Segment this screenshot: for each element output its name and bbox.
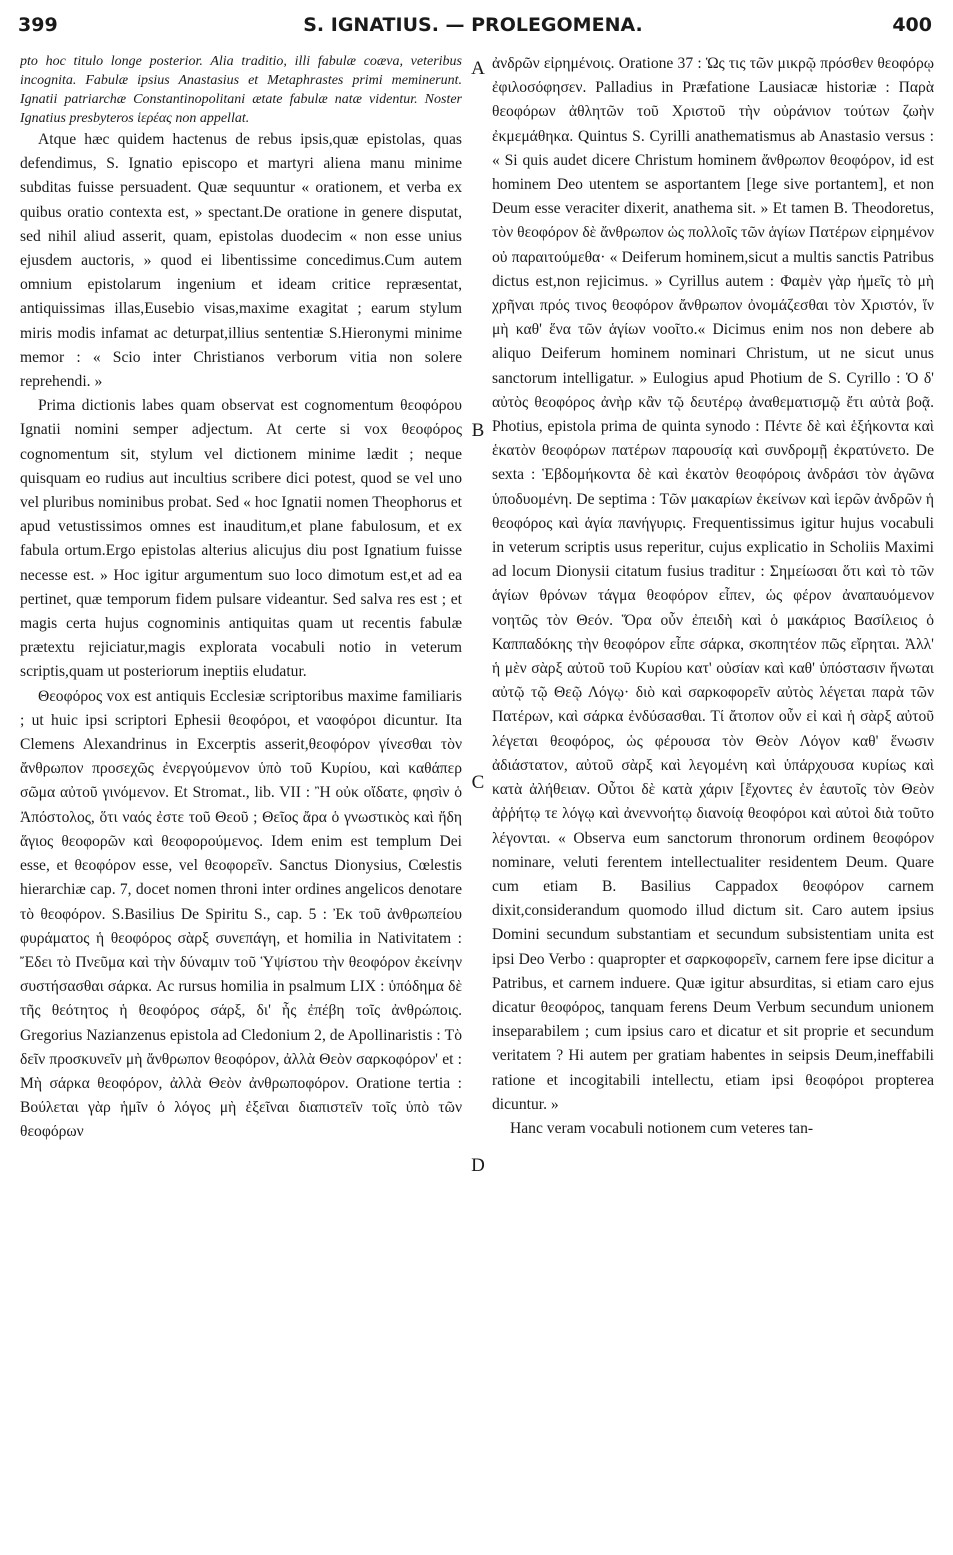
page-header (14, 14, 932, 44)
paragraph: Θεοφόρος vox est antiquis Ecclesiæ scriptoribus maxime familiaris ; ut huic ipsi scriptori Ephesii θεοφόροι, et ναοφόροι dicuntur. Ita Clemens Alexandrinus in Excerptis asserit,θεοφόρον γίνεσθαι τὸν ἄνθρωπον προσεχῶς ἐνεργούμενον ὑπὸ τοῦ Κυρίου, καὶ καθάπερ σῶμα αὐτοῦ γινόμενον. Et Stromat., lib. VII : Ἢ οὐκ οἴδατε, φησὶν ὁ Ἀπόστολος, ὅτι ναός ἐστε τοῦ Θεοῦ ; Θεῖος ἄρα ὁ γνωστικὸς καὶ ἤδη ἅγιος θεοφορῶν καὶ θεοφορούμενος. Idem enim est templum Dei esse, et θεοφόρον esse, vel θεοφορεῖν. Sanctus Dionysius, Cœlestis hierarchiæ cap. 7, docet nomen throni inter ordines angelicos denotare τὸ θεοφόρον. S.Basilius De Spiritu S., cap. 5 : Ἐκ τοῦ ἀνθρωπείου φυράματος ἡ θεοφόρος σὰρξ συνεπάγη, et homilia in Nativitatem : Ἔδει τὸ Πνεῦμα καὶ τὴν δύναμιν τοῦ Ὑψίστου τὴν θεοφόρον ἐκείνην συστήσασθαι σάρκα. Ac rursus homilia in psalmum LIX : ὑπόδημα δὲ τῆς θεότητος ἡ θεοφόρος σάρξ, δι' ἧς ἐπέβη τοῖς ἀνθρώποις. Gregorius Nazianzenus epistola ad Cledonium 2, de Apollinaristis : Τὸ δεῖν προσκυνεῖν μὴ ἄνθρωπον θεοφόρον, ἀλλὰ Θεὸν σαρκοφόρον' et : Μὴ σάρκα θεοφόρον, ἀλλὰ Θεὸν ἀνθρωποφόρον. Oratione tertia : Βούλεται γὰρ ἡμῖν ὁ λόγος μὴ ἐξεῖναι διαπιστεῖν τοῖς ὑπὸ τῶν θεοφόρων (20, 687, 462, 1141)
right-page-number: 400 (892, 14, 932, 36)
right-column (492, 52, 934, 1533)
margin-marker: D (471, 1155, 485, 1176)
margin-marker: A (471, 58, 485, 79)
paragraph: pto hoc titulo longe posterior. Alia traditio, illi fabulæ coæva, veteribus incognita. Fabulæ ipsius Anastasius et Metaphrastes primi meminerunt. Ignatii patriarchæ Constantinopolitani ætate fabulæ natæ videntur. Noster Ignatius presbyteros ἱερέας non appellat. (20, 54, 462, 126)
left-page-number: 399 (18, 14, 58, 36)
paragraph: Prima dictionis labes quam observat est cognomentum θεοφόρου Ignatii nomini semper adjectum. At certe si vox θεοφόρος cognomentum sit, stylum vel dictionem minime lædit ; neque quisquam eo rudius aut incultius scribere dici potest, quod se vel uno vel pluribus nominibus probat. Sed « hoc Ignatii nomen Theophorus et apud vetustissimos omnes est inauditum,et plane fabulosum, et ex fabula ortum.Ergo epistolas alterius alicujus diu post Ignatium fuisse necesse est. » Hoc igitur argumentum suo loco dimotum est,et ad ea pertinet, quæ temporum fidem pulsare videantur. Sed salva res est ; et magis certa hujus cognominis antiquitas quam ut recentis fabulæ prætextu rejiciatur,magis explorata vocabuli notio in veterum scriptis,quam ut posteriorum ineptiis eludatur. (20, 397, 462, 681)
paragraph: Hanc veram vocabuli notionem cum veteres tan- (510, 1119, 814, 1137)
running-title: S. IGNATIUS. — PROLEGOMENA. (303, 14, 643, 36)
margin-marker: B (471, 420, 485, 441)
paragraph: ἀνδρῶν εἰρημένοις. Oratione 37 : Ὡς τις τῶν μικρῷ πρόσθεν θεοφόρῳ ἐφιλοσόφησεν. Palladius in Præfatione Lausiacæ historiæ : Παρὰ θεοφόρων ἀθλητῶν τοῦ Χριστοῦ τὴν οὐράνιον τούτων ζωὴν ἐκμεμάθηκα. Quintus S. Cyrilli anathematismus ab Anastasio versus : « Si quis audet dicere Christum hominem ἄνθρωπον θεοφόρον, id est hominem Deo utentem se asportantem [lege sive portantem], et non Deum esse veraciter dixerit, anathema sit. » Et tamen B. Theodoretus, τὸν θεοφόρον δὲ ἄνθρωπον ὡς πολλοῖς τῶν ἁγίων Πατέρων εἰρημένον οὐ παραιτούμεθα· « Deiferum hominem,sicut a multis sanctis Patribus dictus est,non rejicimus. » Cyrillus autem : Φαμὲν γὰρ ἡμεῖς τὸ μὴ χρῆναι πρός τινος θεοφόρον ἄνθρωπον ὀνομάζεσθαι τὸν Χριστόν, ἵν μὴ καθ' ἕνα τῶν ἁγίων νοοῖτο.« Dicimus enim nos non debere ab aliquo Deiferum hominem nominari Christum, ut ne sicut unus sanctorum intelligatur. » Eulogius apud Photium de S. Cyrillo : Ὁ δ' αὐτὸς θεοφόρος ἀνὴρ κἂν τῷ δευτέρῳ ἀναθεματισμῷ ἔτι αὐτὰ βοᾷ. Photius, epistola prima de quinta synodo : Πέντε δὲ καὶ ἑξήκοντα καὶ ἑκατὸν θεοφόρων πατέρων παρουσίᾳ καὶ συνδρομῇ ἐκρατύνετο. De sexta : Ἑβδομήκοντα δὲ καὶ ἑκατὸν θεοφόροις ἀνδράσι τὸν ἀγῶνα ὑποδυομένη. De septima : Τῶν μακαρίων ἐκείνων καὶ ἱερῶν ἀνδρῶν ἡ θεοφόρος καὶ ἁγία πανήγυρις. Frequentissimus igitur hujus vocabuli in veterum scriptis usus reperitur, cujus explicatio in Scholiis Maximi ad locum Dionysii citatum fusius traditur : Σημείωσαι ὅτι καὶ τὸ τῶν ἁγίων θρόνων τάγμα θεοφόρον εἶπεν, ὡς φέρον ἀναπαυόμενον νοητῶς τὸν Θεόν. Ὅρα οὖν ἐπειδὴ καὶ ὁ μακάριος Βασίλειος ὁ Καππαδόκης τὴν θεοφόρον εἶπε σάρκα, σκοπητέον πῶς εἴρηται. Ἀλλ' ἡ μὲν σὰρξ αὐτοῦ τοῦ Κυρίου κατ' οὐσίαν καὶ καθ' ὑπόστασιν ἥνωται αὐτῷ τῷ Θεῷ Λόγῳ· διὸ καὶ σαρκοφορεῖν αὐτὸς λέγεται παρὰ τῶν Πατέρων, καὶ σάρκα ἐνδύσασθαι. Τί ἄτοπον οὖν εἰ καὶ ἡ σὰρξ αὐτοῦ λέγεται θεοφόρος, ὡς φέρουσα τὸν Θεὸν Λόγον καθ' ἕνωσιν ἀδιάστατον, αὐτοῦ σὰρξ καὶ λεγομένη καὶ ὑπάρχουσα κυρίως καὶ κατὰ ἀλήθειαν. Οὗτοι δὲ κατὰ χάριν [ἔχοντες ἐν ἑαυτοῖς τὸν Θεὸν ἀῤῥήτῳ τε λόγῳ καὶ ἀνεννοήτῳ διανοίᾳ θεοφόροι καὶ αὐτοὶ διὰ τοῦτο λέγονται. « Observa eum sanctorum thronorum ordinem θεοφόρον nominare, veluti ferentem intellectualiter residentem Deum. Quare cum etiam B. Basilius Cappadox θεοφόρον carnem dixit,considerandum quomodo illud dictum sit. Caro autem ipsius Domini secundum substantiam et secundum subsistentiam unita est ipsi Deo Verbo : quapropter et σαρκοφορεῖν, carnem fere ipse dicitur a Patribus, et carnem induere. Quæ igitur absurditas, si etiam caro ejus dicatur θεοφόρος, tanquam ferens Deum Verbum secundum unionem inseparabilem ; cum ipsius caro et dicatur et sit proprie et secundum veritatem ? Hi autem per gratiam habentes in seipsis Deum,ineffabili ratione et incogitabili intellectu, etiam ipsi θεοφόροι propterea dicuntur. » (492, 55, 934, 1113)
paragraph: Atque hæc quidem hactenus de rebus ipsis,quæ epistolas, quas defendimus, S. Ignatio episcopo et martyri aliena manu minime subditas fuisse persuadent. Quæ sequuntur « orationem, et verba ex quibus oratio contexta est, » spectant.De oratione in genere disputat, sed nihil aliud asserit, quam, epistolas duodecim « non esse unius ejusdem auctoris, » quod ei libentissime concedimus.Cum autem omnium epistolarum ingenium et ideam critice repræsentat, antiquissimas illas,Eusebio visas,maxime exagitat ; earum stylum miris modis infamat ac deturpat,illius sententiæ S.Hieronymi minime memor : « Scio inter Christianos verborum vitia non solere reprehendi. » (20, 131, 462, 391)
margin-marker: C (471, 772, 485, 793)
left-column (20, 52, 462, 1533)
